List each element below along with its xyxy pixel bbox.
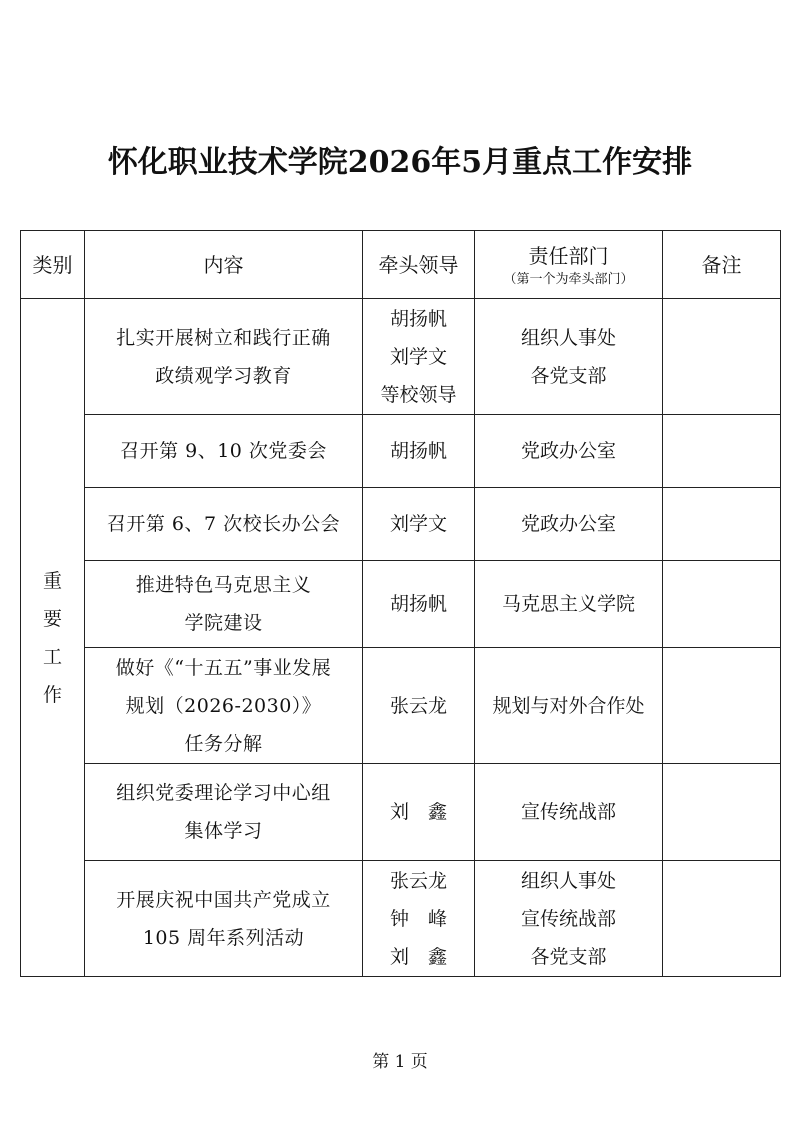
department-line: 马克思主义学院 [501,593,635,615]
work-plan-table [20,230,781,977]
content-lines [87,319,360,395]
header-leader: 牵头领导 [363,231,475,299]
leader-lines [365,793,472,831]
leader-line: 刘学文 [389,345,447,368]
table-row [21,648,781,764]
content-lines [87,881,360,957]
header-category: 类别 [21,231,85,299]
remark-cell [663,415,781,488]
header-department-note: （第一个为牵头部门） [503,271,634,287]
leader-cell [363,488,475,561]
content-cell [85,648,363,764]
leader-line: 钟 峰 [389,907,447,930]
category-char-lines [23,562,82,714]
content-lines [87,566,360,642]
header-content: 内容 [85,231,363,299]
content-cell [85,299,363,415]
remark-cell [663,299,781,415]
remark-cell [663,648,781,764]
category-char-line: 重 [42,569,62,592]
content-line: 扎实开展树立和践行正确 [116,326,331,349]
remark-cell [663,561,781,648]
leader-cell [363,299,475,415]
leader-cell [363,861,475,977]
content-line: 召开第 6、7 次校长办公会 [106,513,341,535]
content-line: 规划（2026-2030）》 [125,694,322,717]
department-line: 各党支部 [530,364,607,387]
content-line: 任务分解 [184,732,263,755]
leader-lines [365,862,472,976]
content-line: 召开第 9、10 次党委会 [120,440,327,462]
department-lines [477,687,660,725]
department-lines [477,862,660,976]
document-title: 怀化职业技术学院2026年5月重点工作安排 [107,145,693,180]
remark-cell [663,861,781,977]
department-line: 党政办公室 [520,440,616,462]
department-line: 组织人事处 [520,869,616,892]
leader-cell [363,764,475,861]
department-line: 规划与对外合作处 [492,694,645,717]
content-line: 开展庆祝中国共产党成立 [116,888,331,911]
header-remark: 备注 [663,231,781,299]
department-lines [477,505,660,543]
table-row [21,415,781,488]
leader-line: 刘 鑫 [389,801,447,823]
leader-cell [363,561,475,648]
page-number: 第 1 页 [372,1052,428,1072]
leader-lines [365,300,472,414]
leader-line: 张云龙 [389,869,447,892]
leader-cell [363,415,475,488]
category-char-line: 工 [42,645,62,668]
content-line: 组织党委理论学习中心组 [116,782,331,804]
department-cell [475,561,663,648]
department-cell [475,648,663,764]
department-lines [477,432,660,470]
leader-cell [363,648,475,764]
remark-cell [663,764,781,861]
content-line: 学院建设 [184,612,263,634]
department-cell [475,299,663,415]
content-lines [87,774,360,850]
table-row [21,861,781,977]
department-lines [477,585,660,623]
leader-line: 等校领导 [380,383,457,406]
department-line: 宣传统战部 [520,907,616,930]
leader-line: 胡扬帆 [389,593,447,615]
leader-lines [365,687,472,725]
leader-line: 刘学文 [389,513,447,535]
content-cell [85,488,363,561]
content-lines [87,505,360,543]
content-line: 推进特色马克思主义 [135,574,312,596]
table-row [21,764,781,861]
content-line: 集体学习 [184,820,263,842]
table-body [21,299,781,977]
leader-lines [365,505,472,543]
content-cell [85,764,363,861]
table-row [21,488,781,561]
content-cell [85,415,363,488]
leader-lines [365,432,472,470]
leader-lines [365,585,472,623]
department-line: 党政办公室 [520,513,616,535]
content-cell [85,861,363,977]
department-line: 各党支部 [530,945,607,968]
leader-line: 刘 鑫 [389,945,447,968]
department-lines [477,319,660,395]
content-lines [87,649,360,763]
department-cell [475,764,663,861]
category-char-line: 要 [42,607,62,630]
content-line: 政绩观学习教育 [155,364,292,387]
header-department [475,231,663,299]
table-row [21,299,781,415]
leader-line: 胡扬帆 [389,307,447,330]
leader-line: 胡扬帆 [389,440,447,462]
content-line: 做好《“十五五”事业发展 [115,656,332,679]
remark-cell [663,488,781,561]
department-line: 宣传统战部 [520,801,616,823]
table-header-row [21,231,781,299]
category-cell [21,299,85,977]
content-lines [87,432,360,470]
department-lines [477,793,660,831]
department-line: 组织人事处 [520,326,616,349]
category-char-line: 作 [42,683,62,706]
department-cell [475,488,663,561]
leader-line: 张云龙 [389,694,447,717]
department-cell [475,861,663,977]
table-row [21,561,781,648]
header-department-label: 责任部门 [528,243,609,268]
content-cell [85,561,363,648]
department-cell [475,415,663,488]
content-line: 105 周年系列活动 [142,926,305,949]
